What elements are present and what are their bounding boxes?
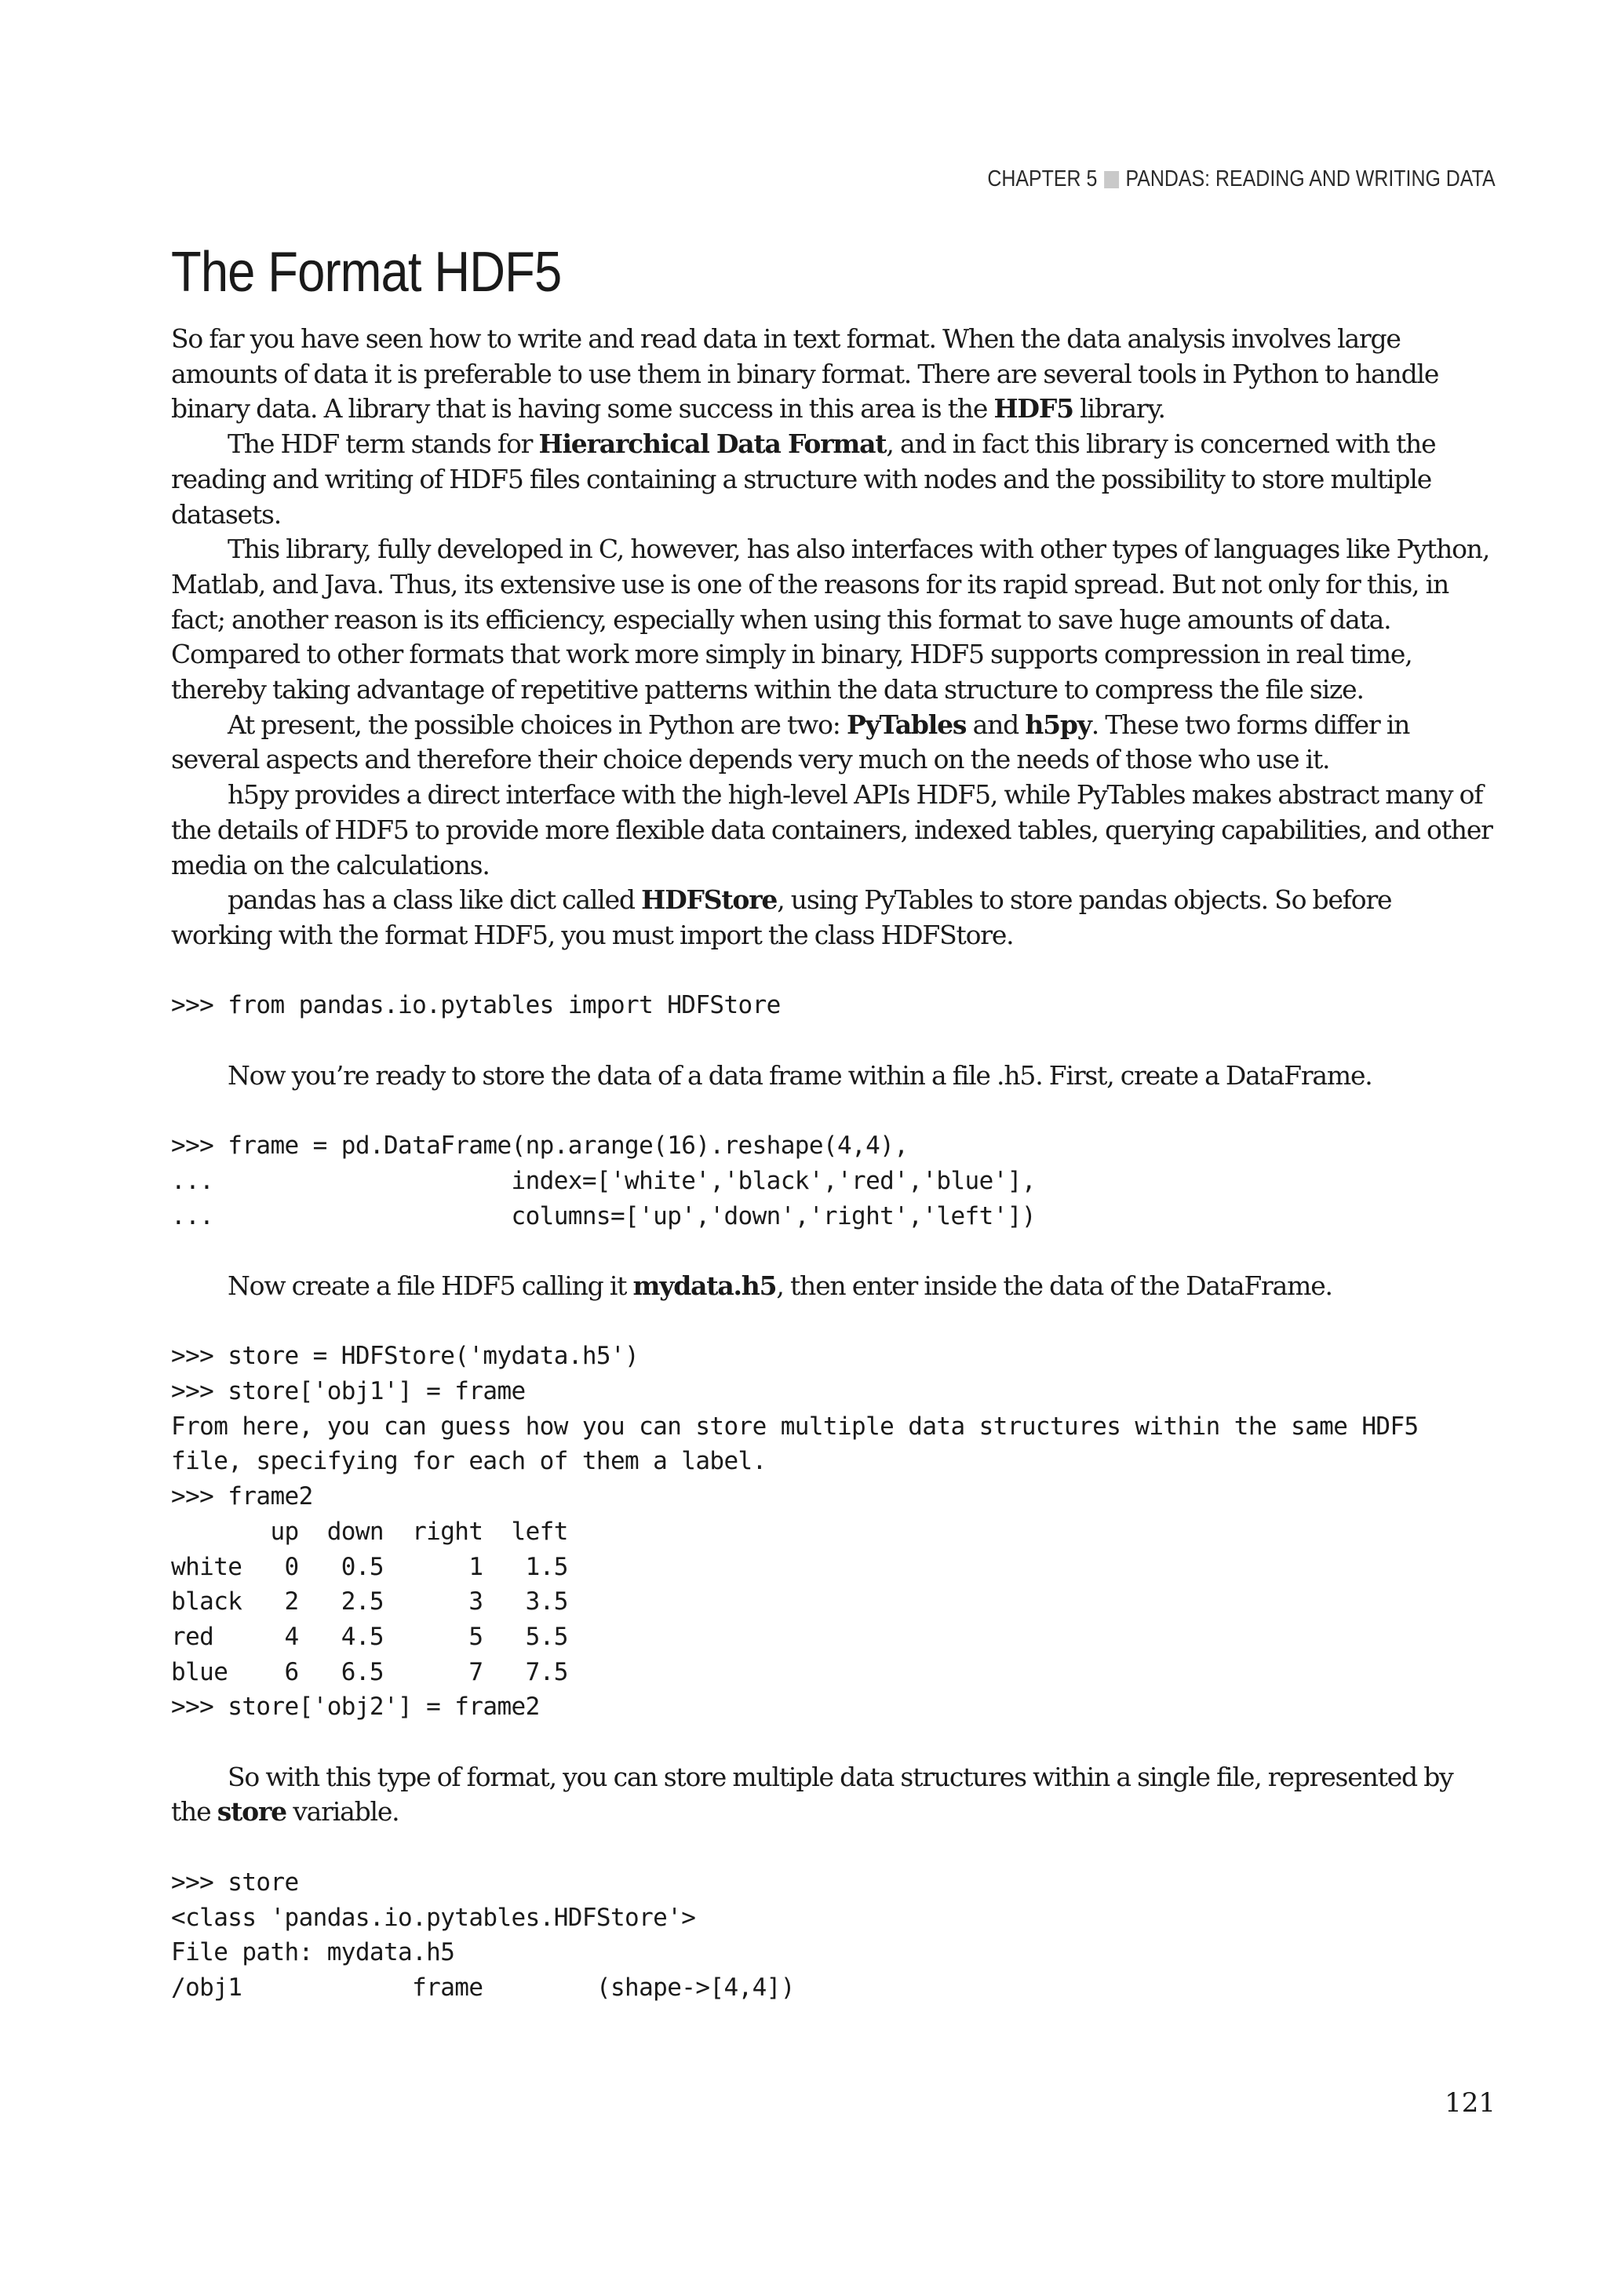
paragraph-text: , then enter inside the data of the DataFrame. (776, 1270, 1332, 1301)
section-title: The Format HDF5 (171, 241, 562, 304)
bold-term: h5py (1025, 709, 1091, 740)
code-block-inspect: >>> store <class 'pandas.io.pytables.HDFStore'> File path: mydata.h5 /obj1 frame (shape->[4,4]) (171, 1868, 795, 2002)
paragraph-intro (171, 322, 1496, 427)
paragraph-multiple-structures (171, 1760, 1496, 1830)
code-block-import: >>> from pandas.io.pytables import HDFStore (171, 991, 781, 1020)
paragraph-text: and (966, 709, 1026, 740)
paragraph-text: library. (1073, 393, 1165, 425)
chapter-label: CHAPTER 5 (987, 166, 1098, 191)
bold-term: HDFStore (641, 884, 778, 916)
paragraph-text: Now create a file HDF5 calling it (228, 1270, 633, 1301)
bold-term: store (217, 1796, 286, 1828)
paragraph-library: This library, fully developed in C, however, has also interfaces with other types of languages like Python, Matlab, and Java. Thus, its extensive use is one of the reasons for its rapid spread. But not only for this, in fact; another reason is its efficiency, especially when using this format to save huge amounts of data. Compared to other formats that work more simply in binary, HDF5 supports compression in real time, thereby taking advantage of repetitive patterns within the data structure to compress the file size. (171, 534, 1490, 705)
paragraph-text: pandas has a class like dict called (228, 884, 642, 916)
paragraph-text: , and in fact this library is concerned with the reading and writing of HDF5 files containing a structure with nodes and the possibility to store multiple datasets. (171, 428, 1436, 530)
code-block-store: >>> store = HDFStore('mydata.h5') >>> store['obj1'] = frame From here, you can guess how you can store multiple data structures within the same HDF5 file, specifying for each of them a label. >>> frame2 up down right left white 0 0.5 1 1.5 black 2 2.5 3 3.5 red 4 4.5 5 5.5 blue 6 6.5 7 7.5 >>> store['obj2'] = frame2 (171, 1342, 1419, 1722)
paragraph-choices (171, 708, 1496, 778)
paragraph-hdf-term (171, 427, 1496, 532)
spacer (171, 1023, 1496, 1059)
bold-term: HDF5 (993, 393, 1073, 425)
paragraph-create-frame: Now you’re ready to store the data of a data frame within a file .h5. First, create a DataFrame. (228, 1059, 1372, 1091)
page-number: 121 (1445, 2087, 1496, 2119)
section-label: PANDAS: READING AND WRITING DATA (1125, 166, 1496, 191)
bold-term: PyTables (846, 709, 967, 740)
paragraph-h5py: h5py provides a direct interface with the high-level APIs HDF5, while PyTables makes abstract many of the details of HDF5 to provide more flexible data containers, indexed tables, querying capabilities, and other media on the calculations. (171, 779, 1492, 880)
paragraph-hdfstore (171, 883, 1496, 953)
paragraph-text: So far you have seen how to write and read data in text format. When the data analysis involves large amounts of data it is preferable to use them in binary format. There are several tools in Python to handle binary data. A library that is having some success in this area is the (171, 323, 1439, 425)
paragraph-text: At present, the possible choices in Python are two: (228, 709, 847, 740)
spacer (171, 1830, 1496, 1865)
bold-term: mydata.h5 (632, 1270, 777, 1301)
bold-term: Hierarchical Data Format (538, 428, 887, 460)
paragraph-text: The HDF term stands for (228, 428, 539, 460)
spacer (171, 1725, 1496, 1760)
code-block-frame: >>> frame = pd.DataFrame(np.arange(16).reshape(4,4), ... index=['white','black','red','blue'], ... columns=['up','down','right','left']) (171, 1132, 1036, 1230)
paragraph-text: So with this type of format, you can store multiple data structures within a single file, represented by the (171, 1761, 1453, 1828)
spacer (171, 1234, 1496, 1269)
spacer (171, 953, 1496, 989)
square-separator-icon (1104, 171, 1119, 188)
page-body (171, 322, 1496, 2006)
paragraph-text: , using PyTables to store pandas objects. So before working with the format HDF5, you must import the class HDFStore. (171, 884, 1392, 950)
running-head (988, 166, 1496, 192)
spacer (171, 1304, 1496, 1339)
paragraph-create-file (171, 1269, 1496, 1304)
paragraph-text: variable. (286, 1796, 399, 1828)
spacer (171, 1093, 1496, 1128)
paragraph-text: . These two forms differ in several aspects and therefore their choice depends very much on the needs of those who use it. (171, 709, 1410, 775)
